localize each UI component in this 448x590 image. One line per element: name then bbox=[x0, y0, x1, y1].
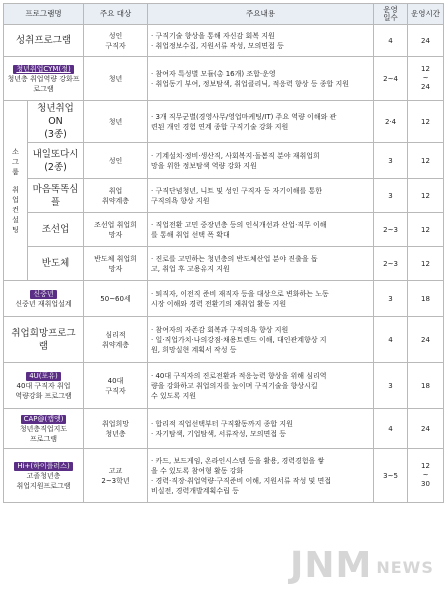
program-name: 성취프로그램 bbox=[4, 25, 84, 57]
program-content: · 기계설치·정비·생산직, 사회복지·돌봄직 분야 재취업희 망을 위한 정보탐색 역량 강화 지원 bbox=[148, 143, 374, 179]
program-content: · 퇴직자, 이전직 준비 재직자 등을 대상으로 변화하는 노동 시장 이해와 경력 전환기의 재취업 활동 지원 bbox=[148, 281, 374, 317]
program-days: 4 bbox=[374, 25, 408, 57]
table-row bbox=[4, 179, 444, 213]
program-target: 성인 bbox=[84, 143, 148, 179]
program-content: · 구직단념청년, 니트 및 성인 구직자 등 자기이해를 통한 구직의욕 향상 지원 bbox=[148, 179, 374, 213]
program-name: 내일또다시 (2종) bbox=[28, 143, 84, 179]
program-days: 3 bbox=[374, 281, 408, 317]
program-days: 4 bbox=[374, 409, 408, 449]
program-name: 청년취업CYM(정) 청년층 취업역량 강화프로그램 bbox=[4, 57, 84, 101]
program-content: · 3개 직무군별(경영사무/영업마케팅/IT) 주요 역량 이해와 관 련된 개인 경험 연계 종합 구직기술 강화 지원 bbox=[148, 101, 374, 143]
program-hours: 12 bbox=[408, 101, 444, 143]
table-row bbox=[4, 213, 444, 247]
program-target: 청년 bbox=[84, 101, 148, 143]
program-hours: 12 bbox=[408, 143, 444, 179]
program-days: 3 bbox=[374, 143, 408, 179]
program-days: 3 bbox=[374, 363, 408, 409]
program-tag: CAP@(캡앳) bbox=[21, 415, 67, 424]
program-name: 반도체 bbox=[28, 247, 84, 281]
program-content: · 합리적 직업선택부터 구직활동까지 종합 지원 · 자기탐색, 기업탐색, 서류작성, 모의면접 등 bbox=[148, 409, 374, 449]
program-hours: 24 bbox=[408, 317, 444, 363]
program-days: 4 bbox=[374, 317, 408, 363]
program-target: 반도체 취업희 망자 bbox=[84, 247, 148, 281]
program-content: · 참여자의 자존감 회복과 구직의욕 향상 지원 · 일·직업가치·나의강점·채용트렌드 이해, 대인관계향상 지 원, 희망실현 계획서 작성 등 bbox=[148, 317, 374, 363]
program-hours: 12 bbox=[408, 247, 444, 281]
header-days: 운영 일수 bbox=[374, 4, 408, 25]
program-tag: 신중년 bbox=[30, 290, 56, 299]
program-hours: 18 bbox=[408, 363, 444, 409]
header-program: 프로그램명 bbox=[4, 4, 84, 25]
program-tag: 청년취업CYM(정) bbox=[13, 65, 73, 74]
program-target: 조선업 취업희 망자 bbox=[84, 213, 148, 247]
table-row bbox=[4, 25, 444, 57]
program-hours: 18 bbox=[408, 281, 444, 317]
program-days: 2~4 bbox=[374, 57, 408, 101]
program-hours: 12 ~ 30 bbox=[408, 449, 444, 503]
program-target: 성인 구직자 bbox=[84, 25, 148, 57]
table-row bbox=[4, 281, 444, 317]
table-row bbox=[4, 409, 444, 449]
program-target: 50~60세 bbox=[84, 281, 148, 317]
program-hours: 12 bbox=[408, 179, 444, 213]
program-days: 3~5 bbox=[374, 449, 408, 503]
program-target: 청년 bbox=[84, 57, 148, 101]
program-name: 4U(포유) 40대 구직자 취업 역량강화 프로그램 bbox=[4, 363, 84, 409]
program-content: · 카드, 보드게임, 온라인시스템 등을 활용, 경력경험을 쌓 을 수 있도록 참여형 활동 강화 · 경력·직장·취업역량·구직준비 이해, 지원서류 작성 및 면접 비실전, 경력개발계획수립 등 bbox=[148, 449, 374, 503]
table-row bbox=[4, 449, 444, 503]
table-row bbox=[4, 317, 444, 363]
program-content: · 직업전환 고민 중장년층 등의 인식개선과 산업·직무 이해 를 통해 취업 선택 폭 확대 bbox=[148, 213, 374, 247]
table-row bbox=[4, 363, 444, 409]
table-row bbox=[4, 143, 444, 179]
table-row bbox=[4, 57, 444, 101]
group-label-small-group-consulting: 소 그 룹 취 업 컨 설 팅 bbox=[4, 101, 28, 281]
header-hours: 운영시간 bbox=[408, 4, 444, 25]
program-days: 2~3 bbox=[374, 247, 408, 281]
program-name: 취업희망프로그램 bbox=[4, 317, 84, 363]
program-tag: 4U(포유) bbox=[26, 372, 61, 381]
program-name: 마음똑똑심플 bbox=[28, 179, 84, 213]
program-content: · 참여자 특성별 모듈(총 16개) 조합·운영 · 취업동기 부여, 정보탐색, 취업클리닉, 적응력 향상 등 종합 지원 bbox=[148, 57, 374, 101]
program-target: 취업희망 청년층 bbox=[84, 409, 148, 449]
program-target: 취업 취약계층 bbox=[84, 179, 148, 213]
program-hours: 24 bbox=[408, 25, 444, 57]
program-days: 2~3 bbox=[374, 213, 408, 247]
program-content: · 구직기술 향상을 통해 자신감 회복 지원 · 취업정보수집, 지원서류 작성, 모의면접 등 bbox=[148, 25, 374, 57]
program-target: 고교 2~3학년 bbox=[84, 449, 148, 503]
program-tag: Hi+(하이플러스) bbox=[14, 462, 72, 471]
program-name: 청년취업ON (3종) bbox=[28, 101, 84, 143]
program-name: 신중년 신중년 재취업설계 bbox=[4, 281, 84, 317]
program-content: · 진로를 고민하는 청년층의 반도체산업 분야 진출을 돕 고, 취업 후 고용유지 지원 bbox=[148, 247, 374, 281]
program-target: 심리적 취약계층 bbox=[84, 317, 148, 363]
program-hours: 24 bbox=[408, 409, 444, 449]
program-name: Hi+(하이플러스) 고졸청년층 취업지원프로그램 bbox=[4, 449, 84, 503]
header-target: 주요 대상 bbox=[84, 4, 148, 25]
watermark-logo: JNM NEWS bbox=[290, 545, 434, 586]
table-row bbox=[4, 101, 444, 143]
program-hours: 12 ~ 24 bbox=[408, 57, 444, 101]
program-target: 40대 구직자 bbox=[84, 363, 148, 409]
program-table bbox=[3, 3, 444, 503]
program-name: CAP@(캡앳) 청년층직업지도 프로그램 bbox=[4, 409, 84, 449]
header-content: 주요내용 bbox=[148, 4, 374, 25]
table-row bbox=[4, 247, 444, 281]
program-content: · 40대 구직자의 진로전환과 적응능력 향상을 위해 심리역 량을 강화하고 취업의지를 높이며 구직기술을 향상시킬 수 있도록 지원 bbox=[148, 363, 374, 409]
program-hours: 12 bbox=[408, 213, 444, 247]
program-days: 2·4 bbox=[374, 101, 408, 143]
program-name: 조선업 bbox=[28, 213, 84, 247]
header-row bbox=[4, 4, 444, 25]
program-days: 3 bbox=[374, 179, 408, 213]
